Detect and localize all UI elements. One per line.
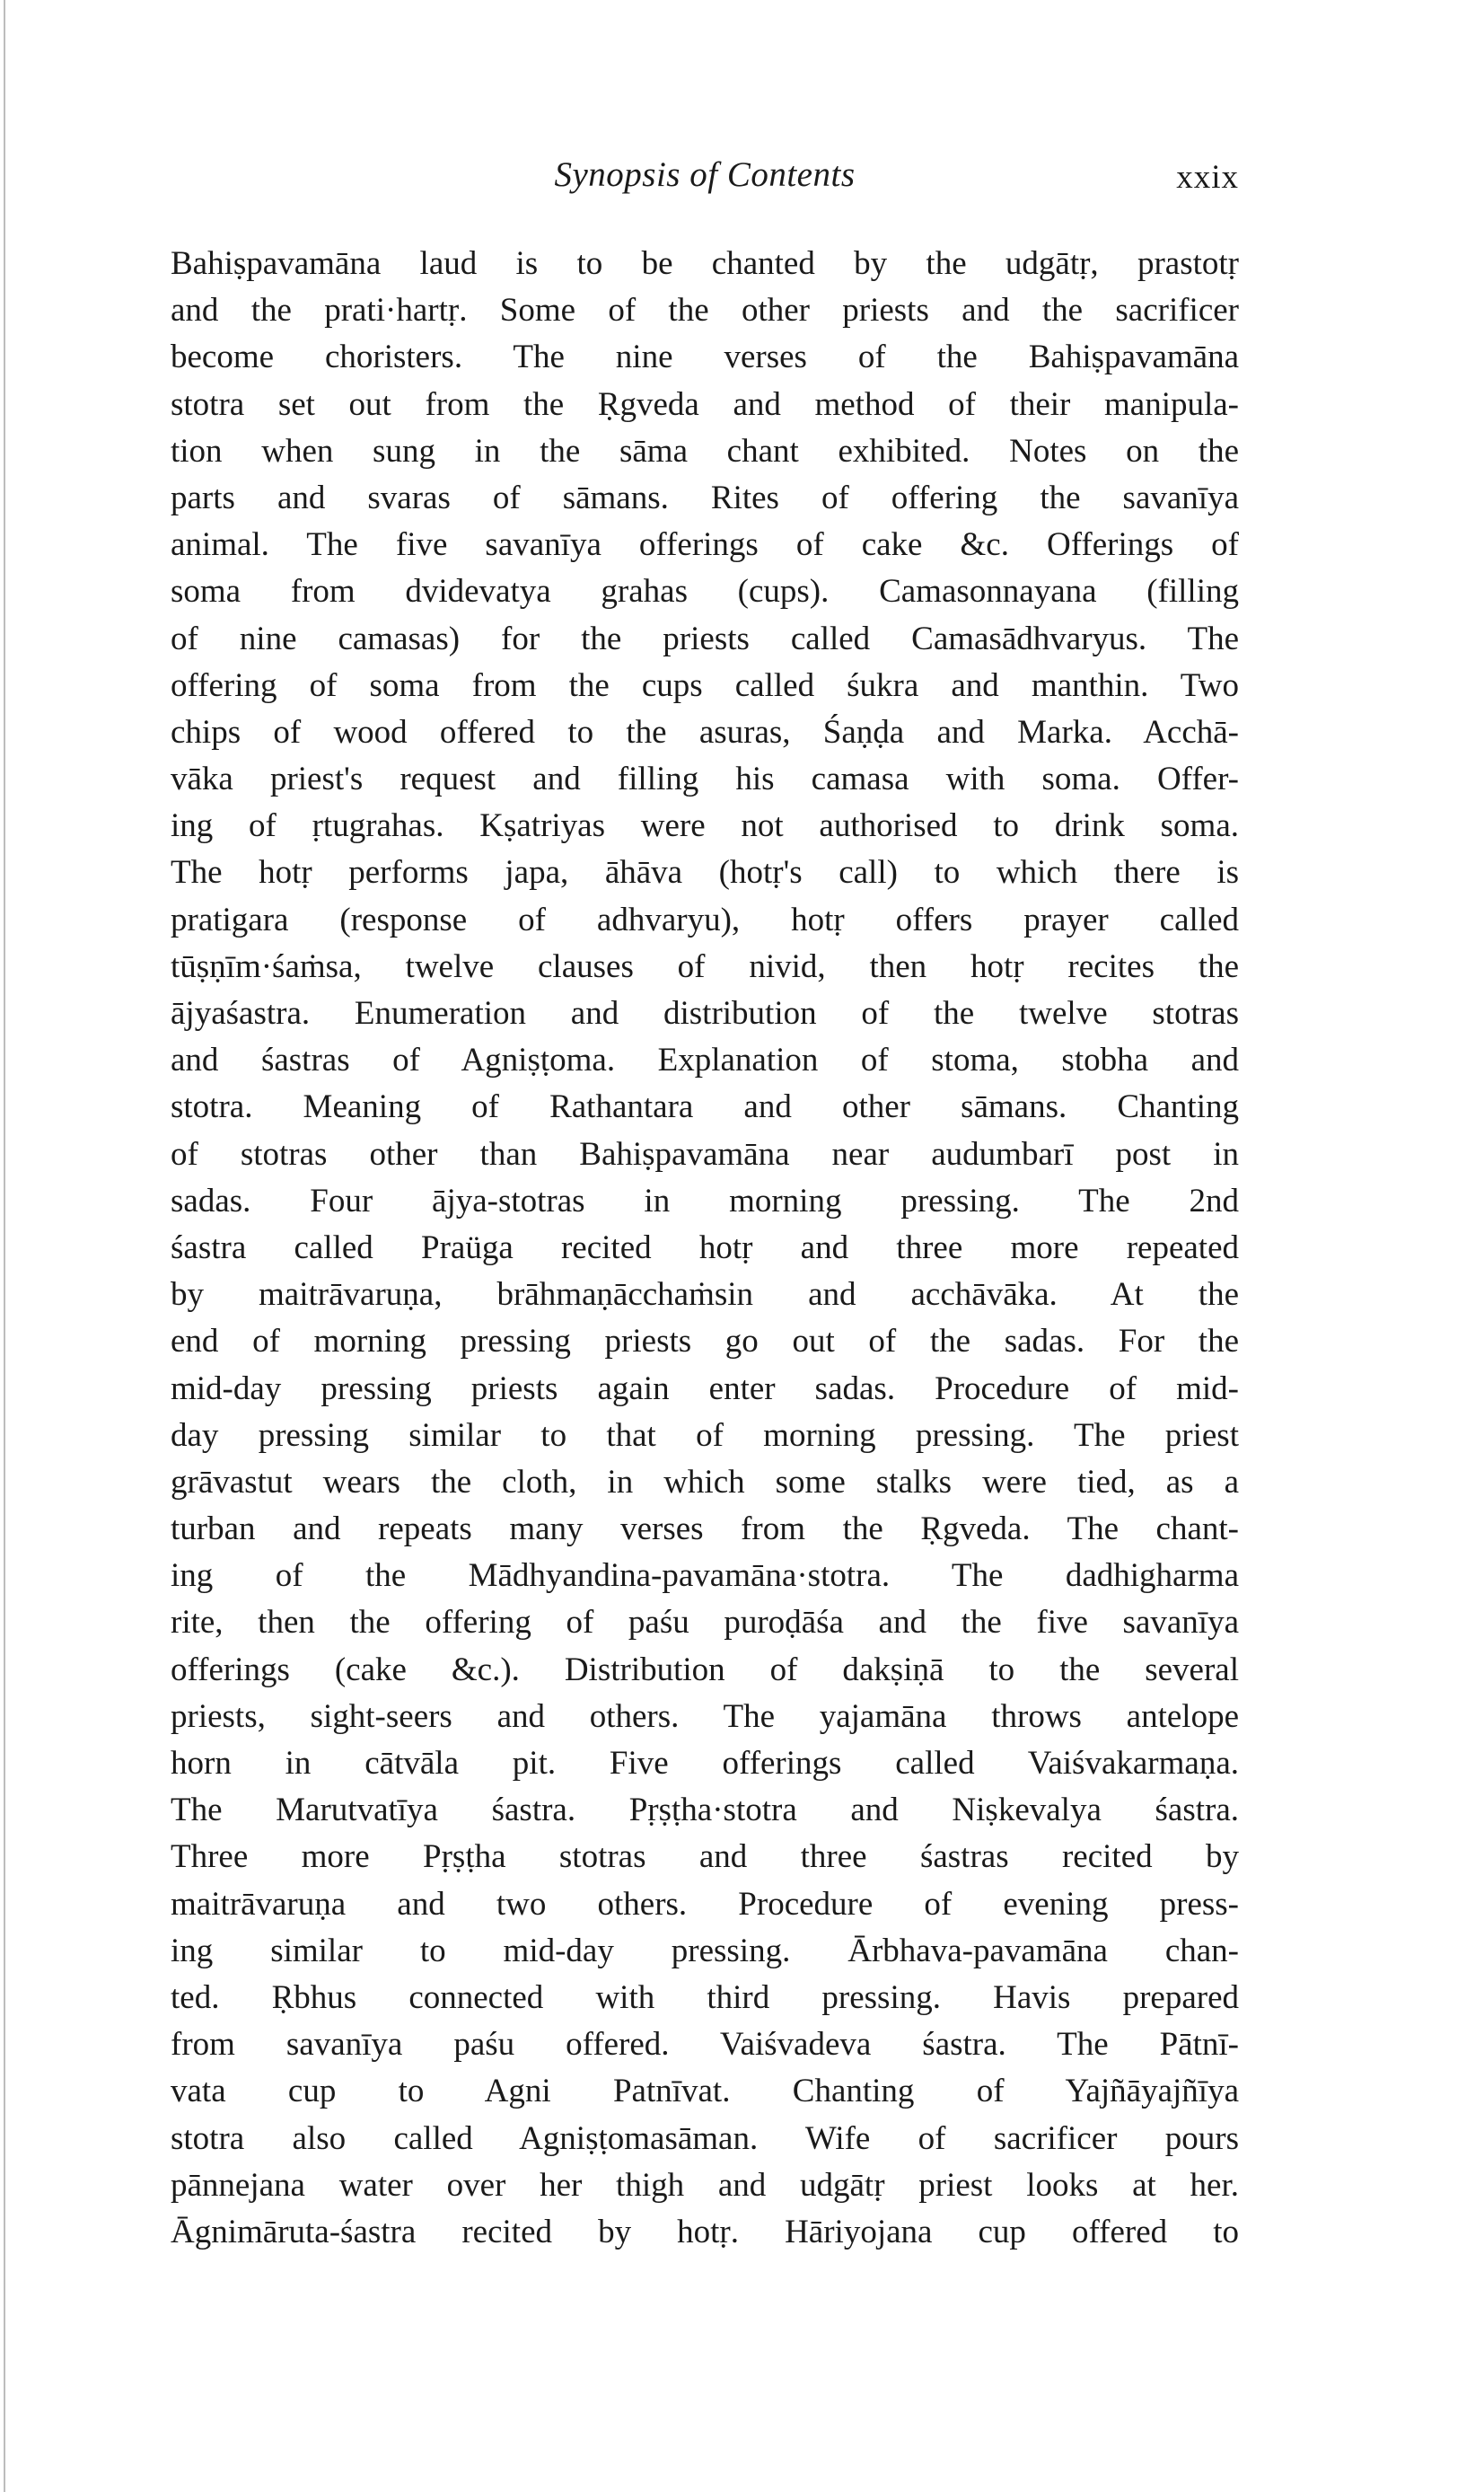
- text-line: ājyaśastra. Enumeration and distribution of the twelve stotras: [171, 995, 1239, 1032]
- text-line: from savanīya paśu offered. Vaiśvadeva śastra. The Pātnī-: [171, 2026, 1239, 2064]
- text-line: by maitrāvaruṇa, brāhmaṇācchaṁsin and acchāvāka. At the: [171, 1276, 1239, 1314]
- text-line: Three more Pṛṣṭha stotras and three śastras recited by: [171, 1838, 1239, 1876]
- text-line: offering of soma from the cups called śukra and manthin. Two: [171, 666, 1239, 704]
- text-line: priests, sight-seers and others. The yajamāna throws antelope: [171, 1697, 1239, 1735]
- text-line: ing similar to mid-day pressing. Ārbhava-pavamāna chan-: [171, 1932, 1239, 1969]
- text-line: stotra. Meaning of Rathantara and other sāmans. Chanting: [171, 1088, 1239, 1126]
- running-title: Synopsis of Contents: [554, 155, 856, 194]
- text-line: pratigara (response of adhvaryu), hotṛ offers prayer called: [171, 901, 1239, 938]
- page-header: [171, 154, 1239, 208]
- text-line: stotra also called Agniṣṭomasāman. Wife of sacrificer pours: [171, 2119, 1239, 2157]
- synopsis-paragraph: [171, 241, 1239, 2256]
- text-line: maitrāvaruṇa and two others. Procedure of evening press-: [171, 1885, 1239, 1923]
- page-number: xxix: [1176, 159, 1239, 196]
- text-line: The Marutvatīya śastra. Pṛṣṭha·stotra and Niṣkevalya śastra.: [171, 1792, 1239, 1829]
- text-line: become choristers. The nine verses of the Bahiṣpavamāna: [171, 339, 1239, 376]
- text-line: turban and repeats many verses from the Ṛgveda. The chant-: [171, 1510, 1239, 1548]
- text-line: ing of the Mādhyandina-pavamāna·stotra. The dadhigharma: [171, 1557, 1239, 1595]
- text-line: The hotṛ performs japa, āhāva (hotṛ's call) to which there is: [171, 854, 1239, 892]
- text-line: soma from dvidevatya grahas (cups). Camasonnayana (filling: [171, 573, 1239, 611]
- text-line: vata cup to Agni Patnīvat. Chanting of Yajñāyajñīya: [171, 2073, 1239, 2110]
- text-line: parts and svaras of sāmans. Rites of offering the savanīya: [171, 479, 1239, 516]
- text-line: mid-day pressing priests again enter sadas. Procedure of mid-: [171, 1369, 1239, 1407]
- text-line: of stotras other than Bahiṣpavamāna near audumbarī post in: [171, 1135, 1239, 1173]
- text-line: sadas. Four ājya-stotras in morning pressing. The 2nd: [171, 1182, 1239, 1220]
- text-line: stotra set out from the Ṛgveda and method of their manipula-: [171, 385, 1239, 423]
- text-line: chips of wood offered to the asuras, Śaṇḍa and Marka. Acchā-: [171, 713, 1239, 751]
- text-line: rite, then the offering of paśu puroḍāśa and the five savanīya: [171, 1604, 1239, 1642]
- text-line: grāvastut wears the cloth, in which some stalks were tied, as a: [171, 1463, 1239, 1501]
- text-line: tūṣṇīm·śaṁsa, twelve clauses of nivid, then hotṛ recites the: [171, 947, 1239, 985]
- text-line: ing of ṛtugrahas. Kṣatriyas were not authorised to drink soma.: [171, 807, 1239, 845]
- page-edge-line: [4, 0, 5, 2492]
- text-line: Bahiṣpavamāna laud is to be chanted by the udgātṛ, prastotṛ: [171, 245, 1239, 282]
- text-line: śastra called Praüga recited hotṛ and three more repeated: [171, 1228, 1239, 1266]
- text-line: day pressing similar to that of morning pressing. The priest: [171, 1416, 1239, 1454]
- text-line: and śastras of Agniṣṭoma. Explanation of stoma, stobha and: [171, 1042, 1239, 1079]
- text-line: horn in cātvāla pit. Five offerings called Vaiśvakarmaṇa.: [171, 1745, 1239, 1782]
- text-line: ted. Ṛbhus connected with third pressing. Havis prepared: [171, 1978, 1239, 2016]
- text-line: vāka priest's request and filling his camasa with soma. Offer-: [171, 761, 1239, 798]
- text-line: end of morning pressing priests go out of the sadas. For the: [171, 1323, 1239, 1360]
- text-line: offerings (cake &c.). Distribution of dakṣiṇā to the several: [171, 1651, 1239, 1688]
- text-line: and the prati·hartṛ. Some of the other priests and the sacrificer: [171, 292, 1239, 330]
- text-line: Āgnimāruta-śastra recited by hotṛ. Hāriyojana cup offered to: [171, 2213, 1239, 2250]
- text-line: of nine camasas) for the priests called Camasādhvaryus. The: [171, 620, 1239, 657]
- text-line: animal. The five savanīya offerings of cake &c. Offerings of: [171, 526, 1239, 564]
- text-line: pānnejana water over her thigh and udgātṛ priest looks at her.: [171, 2166, 1239, 2204]
- text-line: tion when sung in the sāma chant exhibited. Notes on the: [171, 432, 1239, 470]
